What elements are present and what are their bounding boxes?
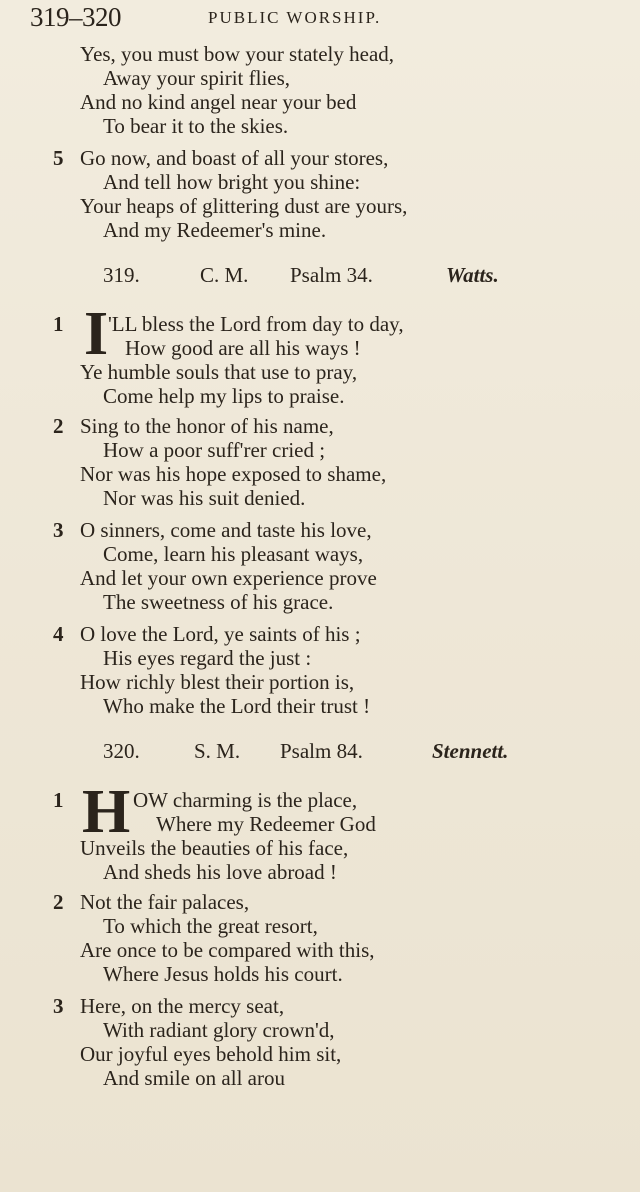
verse-line: OW charming is the place, bbox=[133, 788, 358, 812]
verse-line: 'LL bless the Lord from day to day, bbox=[108, 312, 404, 336]
drop-cap: I bbox=[84, 300, 109, 368]
hymn-author: Stennett. bbox=[432, 739, 509, 763]
verse-line: The sweetness of his grace. bbox=[103, 590, 334, 614]
verse-line: How richly blest their portion is, bbox=[80, 670, 355, 694]
verse-line: And let your own experience prove bbox=[80, 566, 377, 590]
verse-line: And my Redeemer's mine. bbox=[103, 218, 327, 242]
verse-number: 3 bbox=[53, 994, 64, 1018]
verse-line: Come, learn his pleasant ways, bbox=[103, 542, 364, 566]
verse-line: Nor was his hope exposed to shame, bbox=[80, 462, 387, 486]
verse-line: Go now, and boast of all your stores, bbox=[80, 146, 389, 170]
verse-line: Not the fair palaces, bbox=[80, 890, 250, 914]
verse-line: Yes, you must bow your stately head, bbox=[80, 42, 395, 66]
verse-line: Sing to the honor of his name, bbox=[80, 414, 334, 438]
verse-line: His eyes regard the just : bbox=[103, 646, 312, 670]
verse-line: How a poor suff'rer cried ; bbox=[103, 438, 326, 462]
verse-number: 5 bbox=[53, 146, 64, 170]
verse-number: 1 bbox=[53, 788, 64, 812]
hymn-number: 320. bbox=[103, 739, 140, 763]
hymn-psalm: Psalm 34. bbox=[290, 263, 373, 287]
verse-line: And sheds his love abroad ! bbox=[103, 860, 337, 884]
verse-number: 3 bbox=[53, 518, 64, 542]
hymn-number: 319. bbox=[103, 263, 140, 287]
hymn-author: Watts. bbox=[446, 263, 499, 287]
verse-line: Come help my lips to praise. bbox=[103, 384, 345, 408]
verse-line: Unveils the beauties of his face, bbox=[80, 836, 349, 860]
verse-line: Are once to be compared with this, bbox=[80, 938, 375, 962]
page-header bbox=[30, 2, 630, 32]
hymn-meter: C. M. bbox=[200, 263, 249, 287]
drop-cap: H bbox=[82, 778, 131, 846]
verse-number: 4 bbox=[53, 622, 64, 646]
verse-line: Here, on the mercy seat, bbox=[80, 994, 285, 1018]
verse-line: O sinners, come and taste his love, bbox=[80, 518, 372, 542]
running-head: PUBLIC WORSHIP. bbox=[208, 8, 382, 27]
verse-line: Where Jesus holds his court. bbox=[103, 962, 343, 986]
verse-line: Ye humble souls that use to pray, bbox=[80, 360, 358, 384]
verse-number: 2 bbox=[53, 414, 64, 438]
verse-line: Your heaps of glittering dust are yours, bbox=[80, 194, 408, 218]
verse-line: How good are all his ways ! bbox=[125, 336, 361, 360]
verse-line: Away your spirit flies, bbox=[103, 66, 291, 90]
verse-line: And tell how bright you shine: bbox=[103, 170, 361, 194]
verse-line: To bear it to the skies. bbox=[103, 114, 289, 138]
verse-line: Who make the Lord their trust ! bbox=[103, 694, 371, 718]
verse-number: 2 bbox=[53, 890, 64, 914]
verse-number: 1 bbox=[53, 312, 64, 336]
verse-line: Nor was his suit denied. bbox=[103, 486, 306, 510]
hymn-meter: S. M. bbox=[194, 739, 241, 763]
verse-line: And no kind angel near your bed bbox=[80, 90, 357, 114]
verse-line: Where my Redeemer God bbox=[156, 812, 376, 836]
hymn-psalm: Psalm 84. bbox=[280, 739, 363, 763]
verse-line: With radiant glory crown'd, bbox=[103, 1018, 335, 1042]
verse-line: To which the great resort, bbox=[103, 914, 318, 938]
verse-line: And smile on all arou bbox=[103, 1066, 285, 1090]
verse-line: O love the Lord, ye saints of his ; bbox=[80, 622, 361, 646]
verse-line: Our joyful eyes behold him sit, bbox=[80, 1042, 342, 1066]
page-numbers: 319–320 bbox=[30, 2, 121, 32]
